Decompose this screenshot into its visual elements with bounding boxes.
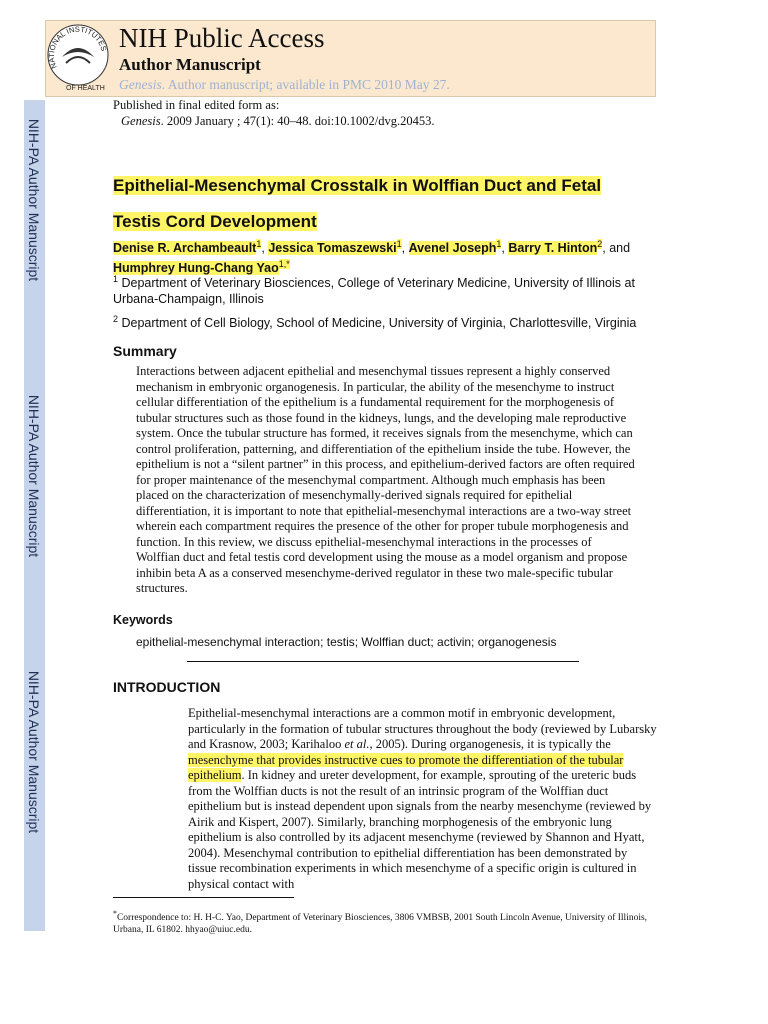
introduction-paragraph bbox=[188, 706, 658, 892]
side-label-top-text: NIH-PA Author Manuscript bbox=[26, 118, 42, 282]
footnote-divider bbox=[113, 897, 294, 898]
author-name: Jessica Tomaszewski bbox=[268, 241, 397, 256]
published-label: Published in final edited form as: bbox=[113, 98, 280, 112]
nih-logo-icon bbox=[44, 17, 112, 97]
author-separator: , bbox=[501, 241, 509, 256]
author-separator: , bbox=[261, 241, 269, 256]
author-separator: , bbox=[401, 241, 409, 256]
citation-details: . 2009 January ; 47(1): 40–48. doi:10.1002/dvg.20453. bbox=[160, 114, 435, 128]
svg-text:OF HEALTH: OF HEALTH bbox=[66, 85, 105, 92]
note-rest: . Author manuscript; available in PMC 2010 May 27. bbox=[161, 77, 450, 92]
affiliation-sup: 2 bbox=[113, 314, 119, 324]
summary-text: Interactions between adjacent epithelial and mesenchymal tissues represent a highly conserved mechanism in embryonic organogenesis. In particular, the ability of the mesenchyme to instruct cellular differentiation of the epithelium is a fundamental requirement for the morphogenesis of tubular structures such as those found in the kidneys, lungs, and the developing male reproductive system. Once the tubular structure has formed, it receives signals from the mesenchyme, which can control proliferation, patterning, and differentiation of the epithelium inside the tube. However, the epithelium is not a “silent partner” in this process, and epithelium-derived factors are often required for proper maintenance of the mesenchymal compartment. Although much emphasis has been placed on the characterization of mesenchymally-derived signals required for epithelial differentiation, it is important to note that epithelial-mesenchymal interactions are a two-way street wherein each compartment requires the presence of the other for proper tubule morphogenesis and function. In this review, we discuss epithelial-mesenchymal interactions in the processes of Wolffian duct and fetal testis cord development using the mouse as a model organism and propose inhibin beta A as a conserved mesenchyme-derived regulator in these two male-specific tubular structures. bbox=[136, 364, 635, 595]
author-manuscript-label: Author Manuscript bbox=[119, 55, 261, 74]
citation-journal: Genesis bbox=[121, 114, 161, 128]
side-label-middle-text: NIH-PA Author Manuscript bbox=[26, 394, 42, 558]
svg-text:NATIONAL INSTITUTES: NATIONAL INSTITUTES bbox=[46, 24, 109, 71]
author-name: Humphrey Hung-Chang Yao bbox=[113, 261, 279, 276]
intro-italic: et al. bbox=[344, 737, 370, 751]
article-title-line-1: Epithelial-Mesenchymal Crosstalk in Wolffian Duct and Fetal bbox=[113, 176, 602, 195]
intro-text: . In kidney and ureter development, for example, sprouting of the ureteric buds from the Wolffian ducts is not the result of an intrinsic program of the Wolffian duct epithelium but is instead dependent upon signals from the nearby mesenchyme (reviewed by Airik and Kispert, 2007). Similarly, branching morphogenesis of the embryonic lung epithelium is also controlled by its adjacent mesenchyme (reviewed by Shannon and Hyatt, 2004). Mesenchymal contribution to epithelial differentiation has been demonstrated by tissue recombination experiments in which mesenchyme of a specific origin is cultured in physical contact with bbox=[188, 768, 652, 891]
author-sup: 1 bbox=[256, 239, 262, 249]
section-divider bbox=[187, 661, 579, 662]
footnote-text: Correspondence to: H. H-C. Yao, Department of Veterinary Biosciences, 3806 VMBSB, 2001 South Lincoln Avenue, University of Illinois, Urbana, IL 61802. hhyao@uiuc.edu. bbox=[113, 913, 648, 936]
author-sup: 2 bbox=[597, 239, 603, 249]
nih-public-access-title: NIH Public Access bbox=[119, 23, 325, 53]
keywords-text: epithelial-mesenchymal interaction; testis; Wolffian duct; activin; organogenesis bbox=[136, 635, 557, 649]
intro-highlight: mesenchyme that provides instructive cues to promote the differentiation of the tubular epithelium bbox=[188, 752, 624, 782]
keywords-heading: Keywords bbox=[113, 613, 173, 627]
correspondence-footnote bbox=[113, 908, 653, 936]
intro-text: Epithelial-mesenchymal interactions are a common motif in embryonic development, particularly in the formation of tubular structures throughout the body (reviewed by Lubarsky and Krasnow, 2003; Karihaloo bbox=[188, 706, 657, 751]
author-name: Barry T. Hinton bbox=[508, 241, 598, 256]
author-sup: 1 bbox=[496, 239, 502, 249]
availability-note bbox=[119, 76, 450, 94]
author-sup: 1 bbox=[396, 239, 402, 249]
affiliation-sup: 1 bbox=[113, 274, 119, 284]
affiliation-text: Department of Veterinary Biosciences, College of Veterinary Medicine, University of Illinois at Urbana-Champaign, Illinois bbox=[113, 276, 635, 307]
affiliation-2 bbox=[113, 311, 653, 331]
intro-text: , 2005). During organogenesis, it is typically the bbox=[369, 737, 611, 751]
note-journal: Genesis bbox=[119, 77, 162, 92]
citation bbox=[121, 113, 435, 129]
summary-heading: Summary bbox=[113, 343, 177, 359]
author-sup: 1,* bbox=[278, 259, 290, 270]
footnote-mark: * bbox=[113, 909, 117, 918]
author-name: Denise R. Archambeault bbox=[113, 241, 257, 256]
affiliation-1 bbox=[113, 271, 653, 307]
article-title-line-2: Testis Cord Development bbox=[113, 212, 317, 231]
author-name: Avenel Joseph bbox=[408, 241, 497, 256]
article-title bbox=[113, 168, 653, 240]
affiliation-text: Department of Cell Biology, School of Medicine, University of Virginia, Charlottesville, Virginia bbox=[121, 316, 637, 331]
author-separator: , and bbox=[602, 241, 631, 256]
side-label-bottom-text: NIH-PA Author Manuscript bbox=[26, 670, 42, 834]
introduction-heading: INTRODUCTION bbox=[113, 679, 221, 695]
